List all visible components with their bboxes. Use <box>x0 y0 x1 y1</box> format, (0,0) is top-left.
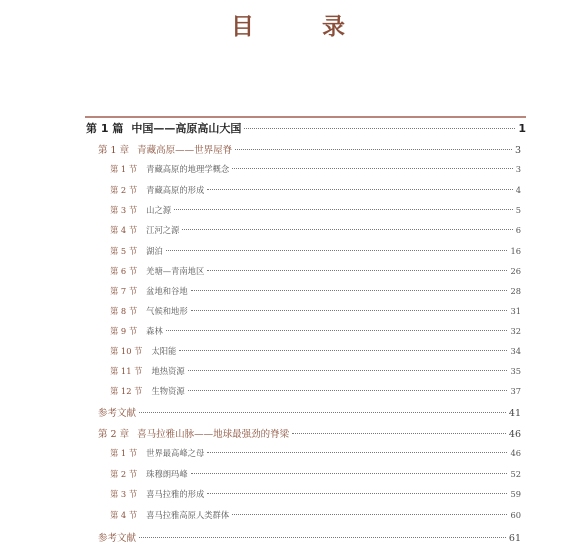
leader-dots <box>139 537 506 538</box>
toc-section-number: 第 9 节 <box>110 326 138 336</box>
toc-section-title: 喜马拉雅的形成 <box>146 489 205 499</box>
page-number: 31 <box>510 306 521 316</box>
toc-section-title: 湖泊 <box>146 246 163 256</box>
leader-dots <box>235 149 512 150</box>
page-number: 28 <box>510 286 521 296</box>
page-number: 5 <box>515 205 521 215</box>
page-number: 59 <box>510 489 521 499</box>
page-number: 41 <box>508 408 521 419</box>
toc-references-entry[interactable] <box>98 530 521 544</box>
leader-dots <box>207 493 507 494</box>
toc-references-title: 参考文献 <box>98 533 137 544</box>
page-number: 16 <box>510 246 521 256</box>
toc-chapter-number: 第 2 章 <box>98 429 130 440</box>
toc-section-entry[interactable] <box>110 224 521 236</box>
leader-dots <box>179 350 507 351</box>
toc-section-number: 第 2 节 <box>110 469 138 479</box>
page-number: 4 <box>515 185 521 195</box>
page-title: 目 录 <box>230 14 375 40</box>
page-number: 1 <box>518 122 526 135</box>
leader-dots <box>207 452 507 453</box>
page-number: 3 <box>514 145 521 156</box>
toc-section-entry[interactable] <box>110 305 521 317</box>
toc-chapter-title: 喜马拉雅山脉——地球最强劲的脊梁 <box>137 429 290 440</box>
toc-section-title: 生物资源 <box>151 386 185 396</box>
toc-section-title: 山之源 <box>146 205 172 215</box>
leader-dots <box>191 473 508 474</box>
leader-dots <box>174 209 513 210</box>
leader-dots <box>139 412 506 413</box>
part-number: 第 1 篇 <box>86 122 124 135</box>
toc-section-entry[interactable] <box>110 204 521 216</box>
toc-section-number: 第 4 节 <box>110 510 138 520</box>
toc-section-number: 第 4 节 <box>110 225 138 235</box>
toc-section-entry[interactable] <box>110 163 521 175</box>
page-number: 34 <box>510 346 521 356</box>
toc-section-number: 第 7 节 <box>110 286 138 296</box>
toc-section-number: 第 5 节 <box>110 246 138 256</box>
page-number: 60 <box>510 510 521 520</box>
page-number: 3 <box>515 164 521 174</box>
page-number: 6 <box>515 225 521 235</box>
toc-section-entry[interactable] <box>110 345 521 357</box>
toc-section-title: 太阳能 <box>151 346 177 356</box>
toc-section-entry[interactable] <box>110 285 521 297</box>
page-number: 37 <box>510 386 521 396</box>
toc-section-entry[interactable] <box>110 468 521 480</box>
toc-section-entry[interactable] <box>110 325 521 337</box>
page-number: 46 <box>510 448 521 458</box>
toc-section-number: 第 10 节 <box>110 346 143 356</box>
toc-section-number: 第 3 节 <box>110 489 138 499</box>
leader-dots <box>182 229 512 230</box>
toc-section-number: 第 6 节 <box>110 266 138 276</box>
leader-dots <box>166 250 508 251</box>
toc-section-number: 第 1 节 <box>110 448 138 458</box>
leader-dots <box>207 270 507 271</box>
leader-dots <box>207 189 512 190</box>
toc-section-title: 世界最高峰之母 <box>146 448 205 458</box>
toc-section-number: 第 1 节 <box>110 164 138 174</box>
toc-chapter-number: 第 1 章 <box>98 145 130 156</box>
toc-section-title: 地热资源 <box>151 366 185 376</box>
leader-dots <box>191 310 508 311</box>
toc-section-title: 青藏高原的地理学概念 <box>146 164 230 174</box>
leader-dots <box>244 128 515 129</box>
toc-section-entry[interactable] <box>110 385 521 397</box>
leader-dots <box>188 390 508 391</box>
toc-section-number: 第 12 节 <box>110 386 143 396</box>
toc-section-title: 江河之源 <box>146 225 180 235</box>
toc-section-entry[interactable] <box>110 245 521 257</box>
toc-section-title: 羌塘—青南地区 <box>146 266 205 276</box>
toc-section-entry[interactable] <box>110 447 521 459</box>
leader-dots <box>188 370 508 371</box>
leader-dots <box>191 290 508 291</box>
toc-section-entry[interactable] <box>110 184 521 196</box>
leader-dots <box>232 514 507 515</box>
toc-section-entry[interactable] <box>110 265 521 277</box>
leader-dots <box>292 433 506 434</box>
toc-section-entry[interactable] <box>110 509 521 521</box>
page-number: 35 <box>510 366 521 376</box>
toc-chapter-title: 青藏高原——世界屋脊 <box>137 145 233 156</box>
toc-section-number: 第 3 节 <box>110 205 138 215</box>
toc-section-title: 盆地和谷地 <box>146 286 188 296</box>
toc-section-number: 第 11 节 <box>110 366 143 376</box>
toc-section-entry[interactable] <box>110 365 521 377</box>
toc-references-entry[interactable] <box>98 405 521 419</box>
page-number: 32 <box>510 326 521 336</box>
page-number: 46 <box>508 429 521 440</box>
toc-section-title: 青藏高原的形成 <box>146 185 205 195</box>
toc-chapter-entry[interactable] <box>98 142 521 156</box>
page-number: 26 <box>510 266 521 276</box>
toc-section-title: 喜马拉雅高原人类群体 <box>146 510 230 520</box>
leader-dots <box>232 168 513 169</box>
toc-section-entry[interactable] <box>110 488 521 500</box>
toc-section-title: 气候和地形 <box>146 306 188 316</box>
toc-section-title: 珠穆朗玛峰 <box>146 469 188 479</box>
leader-dots <box>166 330 508 331</box>
toc-section-number: 第 2 节 <box>110 185 138 195</box>
page-number: 52 <box>510 469 521 479</box>
toc-section-title: 森林 <box>146 326 163 336</box>
toc-part-entry[interactable] <box>86 120 526 136</box>
toc-section-number: 第 8 节 <box>110 306 138 316</box>
toc-chapter-entry[interactable] <box>98 426 521 440</box>
toc-references-title: 参考文献 <box>98 408 137 419</box>
page-number: 61 <box>508 533 521 544</box>
part-title: 中国——高原高山大国 <box>131 122 242 135</box>
